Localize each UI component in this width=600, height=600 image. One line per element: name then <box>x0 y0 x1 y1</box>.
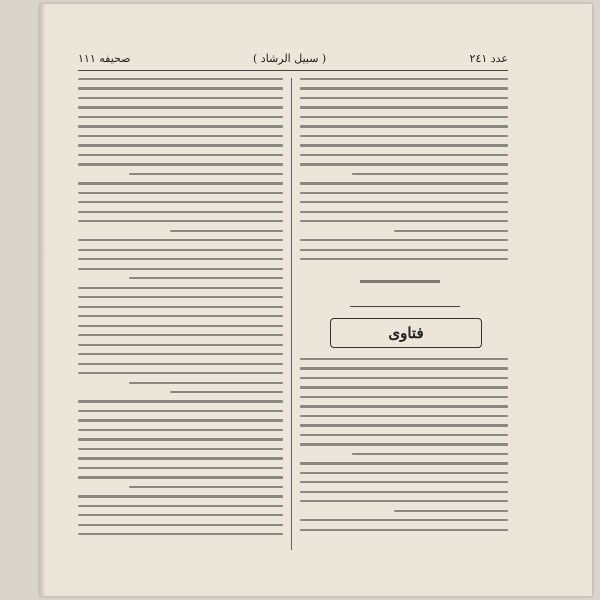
text-line <box>78 249 283 251</box>
text-line <box>78 476 283 478</box>
text-line <box>300 154 508 156</box>
section-ornament <box>350 296 460 307</box>
text-line <box>300 405 508 407</box>
text-line <box>129 486 283 488</box>
text-line <box>300 144 508 146</box>
text-line <box>78 125 283 127</box>
text-line <box>300 529 508 531</box>
text-line <box>300 472 508 474</box>
text-line <box>352 453 508 455</box>
text-line <box>78 220 283 222</box>
text-line <box>394 510 508 512</box>
text-line <box>78 467 283 469</box>
text-line <box>170 391 283 393</box>
text-column-left <box>78 78 283 548</box>
text-line <box>78 163 283 165</box>
text-line <box>300 97 508 99</box>
text-line <box>300 116 508 118</box>
text-line <box>78 135 283 137</box>
text-line <box>78 524 283 526</box>
text-line <box>78 239 283 241</box>
page-edge <box>40 4 46 596</box>
text-line <box>78 438 283 440</box>
text-line <box>78 106 283 108</box>
text-line <box>300 462 508 464</box>
text-column-right-bottom <box>300 358 508 548</box>
text-line <box>78 192 283 194</box>
text-line <box>78 154 283 156</box>
text-line <box>300 87 508 89</box>
text-line <box>78 514 283 516</box>
text-line <box>300 519 508 521</box>
text-line <box>300 415 508 417</box>
text-line <box>78 429 283 431</box>
text-line <box>78 287 283 289</box>
text-line <box>300 258 508 260</box>
text-line <box>300 239 508 241</box>
text-line <box>300 163 508 165</box>
text-line <box>170 230 283 232</box>
text-line <box>78 372 283 374</box>
text-line <box>352 173 508 175</box>
text-line <box>300 201 508 203</box>
page-number: صحيفه ١١١ <box>78 52 131 65</box>
text-line <box>78 457 283 459</box>
text-line <box>300 125 508 127</box>
text-line <box>78 363 283 365</box>
issue-number: عدد ٢٤١ <box>469 52 508 65</box>
text-line <box>300 396 508 398</box>
text-line <box>300 491 508 493</box>
text-line <box>129 382 283 384</box>
text-line <box>78 182 283 184</box>
text-line <box>300 249 508 251</box>
text-line <box>78 315 283 317</box>
text-line <box>300 377 508 379</box>
text-line <box>78 334 283 336</box>
text-line <box>300 386 508 388</box>
text-line <box>300 192 508 194</box>
author-signature <box>360 280 440 283</box>
text-line <box>78 211 283 213</box>
text-line <box>300 211 508 213</box>
text-line <box>78 268 283 270</box>
text-line <box>129 277 283 279</box>
text-line <box>78 400 283 402</box>
publication-name: ( سبيل الرشاد ) <box>253 52 327 65</box>
text-line <box>300 443 508 445</box>
text-line <box>78 419 283 421</box>
text-line <box>78 353 283 355</box>
text-line <box>78 495 283 497</box>
text-line <box>129 173 283 175</box>
text-line <box>78 144 283 146</box>
text-line <box>300 424 508 426</box>
text-line <box>78 78 283 80</box>
text-line <box>78 344 283 346</box>
page-header <box>78 46 508 71</box>
text-line <box>78 533 283 535</box>
column-divider <box>291 78 292 550</box>
text-line <box>300 135 508 137</box>
section-title: فتاوى <box>330 318 482 348</box>
text-line <box>78 410 283 412</box>
text-line <box>78 325 283 327</box>
text-line <box>300 78 508 80</box>
text-line <box>78 258 283 260</box>
text-line <box>78 201 283 203</box>
text-line <box>78 296 283 298</box>
text-line <box>300 481 508 483</box>
text-line <box>78 116 283 118</box>
text-column-right-top <box>300 78 508 278</box>
text-line <box>78 505 283 507</box>
text-line <box>300 220 508 222</box>
text-line <box>394 230 508 232</box>
text-line <box>300 434 508 436</box>
text-line <box>78 97 283 99</box>
text-line <box>78 87 283 89</box>
text-line <box>300 182 508 184</box>
text-line <box>300 106 508 108</box>
text-line <box>78 306 283 308</box>
text-line <box>78 448 283 450</box>
text-line <box>300 367 508 369</box>
text-line <box>300 358 508 360</box>
text-line <box>300 500 508 502</box>
